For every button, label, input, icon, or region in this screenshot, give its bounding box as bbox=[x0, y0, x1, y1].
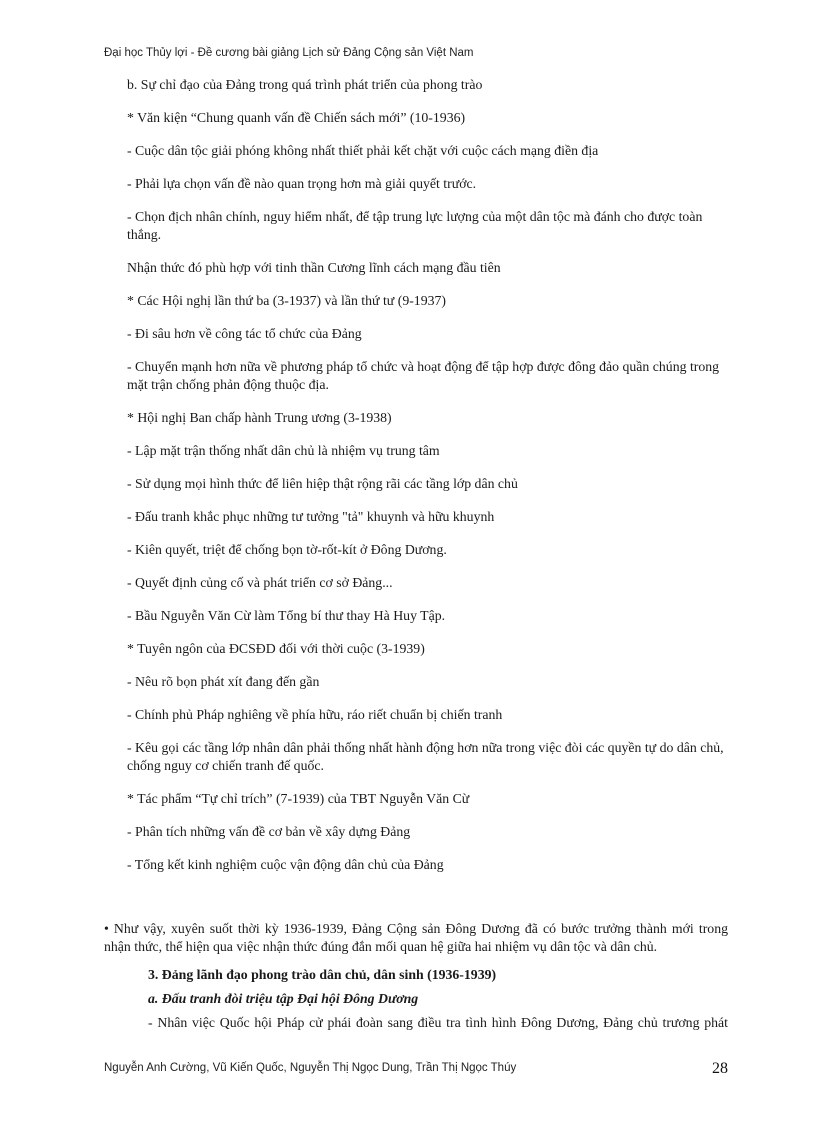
text-line: - Chọn địch nhân chính, nguy hiểm nhất, để tập trung lực lượng của một dân tộc mà đánh cho được toàn bbox=[127, 209, 703, 224]
text-line: mặt trận chống phản động thuộc địa. bbox=[127, 377, 329, 392]
text-line: Nhận thức đó phù hợp với tinh thần Cương lĩnh cách mạng đầu tiên bbox=[127, 260, 501, 275]
text-line: * Văn kiện “Chung quanh vấn đề Chiến sách mới” (10-1936) bbox=[127, 110, 466, 125]
text-line: * Tác phẩm “Tự chỉ trích” (7-1939) của TBT Nguyễn Văn Cừ bbox=[127, 791, 470, 806]
body-text bbox=[127, 76, 728, 889]
text-line: - Phải lựa chọn vấn đề nào quan trọng hơn mà giải quyết trước. bbox=[127, 176, 477, 191]
text-line: - Nhân việc Quốc hội Pháp cử phái đoàn sang điều tra tình hình Đông Dương, Đảng chủ trương phát bbox=[148, 1015, 728, 1030]
text-line: b. Sự chỉ đạo của Đảng trong quá trình phát triển của phong trào bbox=[127, 77, 483, 92]
text-line: - Nêu rõ bọn phát xít đang đến gần bbox=[127, 674, 320, 689]
text-line: - Tổng kết kinh nghiệm cuộc vận động dân chủ của Đảng bbox=[127, 857, 444, 872]
text-line: thắng. bbox=[127, 227, 162, 242]
text-line: * Tuyên ngôn của ĐCSĐD đối với thời cuộc (3-1939) bbox=[127, 641, 425, 656]
section-heading: 3. Đảng lãnh đạo phong trào dân chủ, dân sinh (1936-1939) bbox=[148, 967, 497, 982]
text-line: - Đấu tranh khắc phục những tư tưởng "tả" khuynh và hữu khuynh bbox=[127, 509, 495, 524]
text-line: - Sử dụng mọi hình thức để liên hiệp thật rộng rãi các tầng lớp dân chủ bbox=[127, 476, 518, 491]
text-line: - Kiên quyết, triệt để chống bọn tờ-rốt-kít ở Đông Dương. bbox=[127, 542, 447, 557]
text-line: - Đi sâu hơn về công tác tổ chức của Đảng bbox=[127, 326, 362, 341]
text-line: - Kêu gọi các tầng lớp nhân dân phải thống nhất hành động hơn nữa trong việc đòi các quyền tự do dân chủ, bbox=[127, 740, 724, 755]
page-header: Đại học Thủy lợi - Đề cương bài giảng Lịch sử Đảng Cộng sản Việt Nam bbox=[104, 47, 474, 59]
text-line: * Các Hội nghị lần thứ ba (3-1937) và lần thứ tư (9-1937) bbox=[127, 293, 446, 308]
text-line: - Bầu Nguyễn Văn Cừ làm Tổng bí thư thay Hà Huy Tập. bbox=[127, 608, 446, 623]
text-line: chống nguy cơ chiến tranh đế quốc. bbox=[127, 758, 324, 773]
summary-section bbox=[104, 920, 728, 1032]
text-line: - Chuyển mạnh hơn nữa về phương pháp tổ chức và hoạt động để tập hợp được đông đảo quần chúng trong bbox=[127, 359, 720, 374]
page-footer: Nguyễn Anh Cường, Vũ Kiến Quốc, Nguyễn Thị Ngọc Dung, Trần Thị Ngọc Thúy bbox=[104, 1062, 517, 1074]
text-line: - Cuộc dân tộc giải phóng không nhất thiết phải kết chặt với cuộc cách mạng điền địa bbox=[127, 143, 599, 158]
text-line: - Chính phủ Pháp nghiêng về phía hữu, ráo riết chuẩn bị chiến tranh bbox=[127, 707, 503, 722]
text-line: - Phân tích những vấn đề cơ bản về xây dựng Đảng bbox=[127, 824, 411, 839]
text-line: * Hội nghị Ban chấp hành Trung ương (3-1938) bbox=[127, 410, 392, 425]
subsection-heading: a. Đấu tranh đòi triệu tập Đại hội Đông Dương bbox=[148, 991, 419, 1006]
summary-line: • Như vậy, xuyên suốt thời kỳ 1936-1939, Đảng Cộng sản Đông Dương đã có bước trưởng thành mới trong bbox=[104, 921, 728, 936]
page-number: 28 bbox=[712, 1060, 728, 1077]
text-line: - Lập mặt trận thống nhất dân chủ là nhiệm vụ trung tâm bbox=[127, 443, 440, 458]
text-line: - Quyết định củng cố và phát triển cơ sở Đảng... bbox=[127, 575, 393, 590]
summary-line: nhận thức, thể hiện qua việc nhận thức đúng đắn mối quan hệ giữa hai nhiệm vụ dân tộc và dân chủ. bbox=[104, 939, 658, 954]
